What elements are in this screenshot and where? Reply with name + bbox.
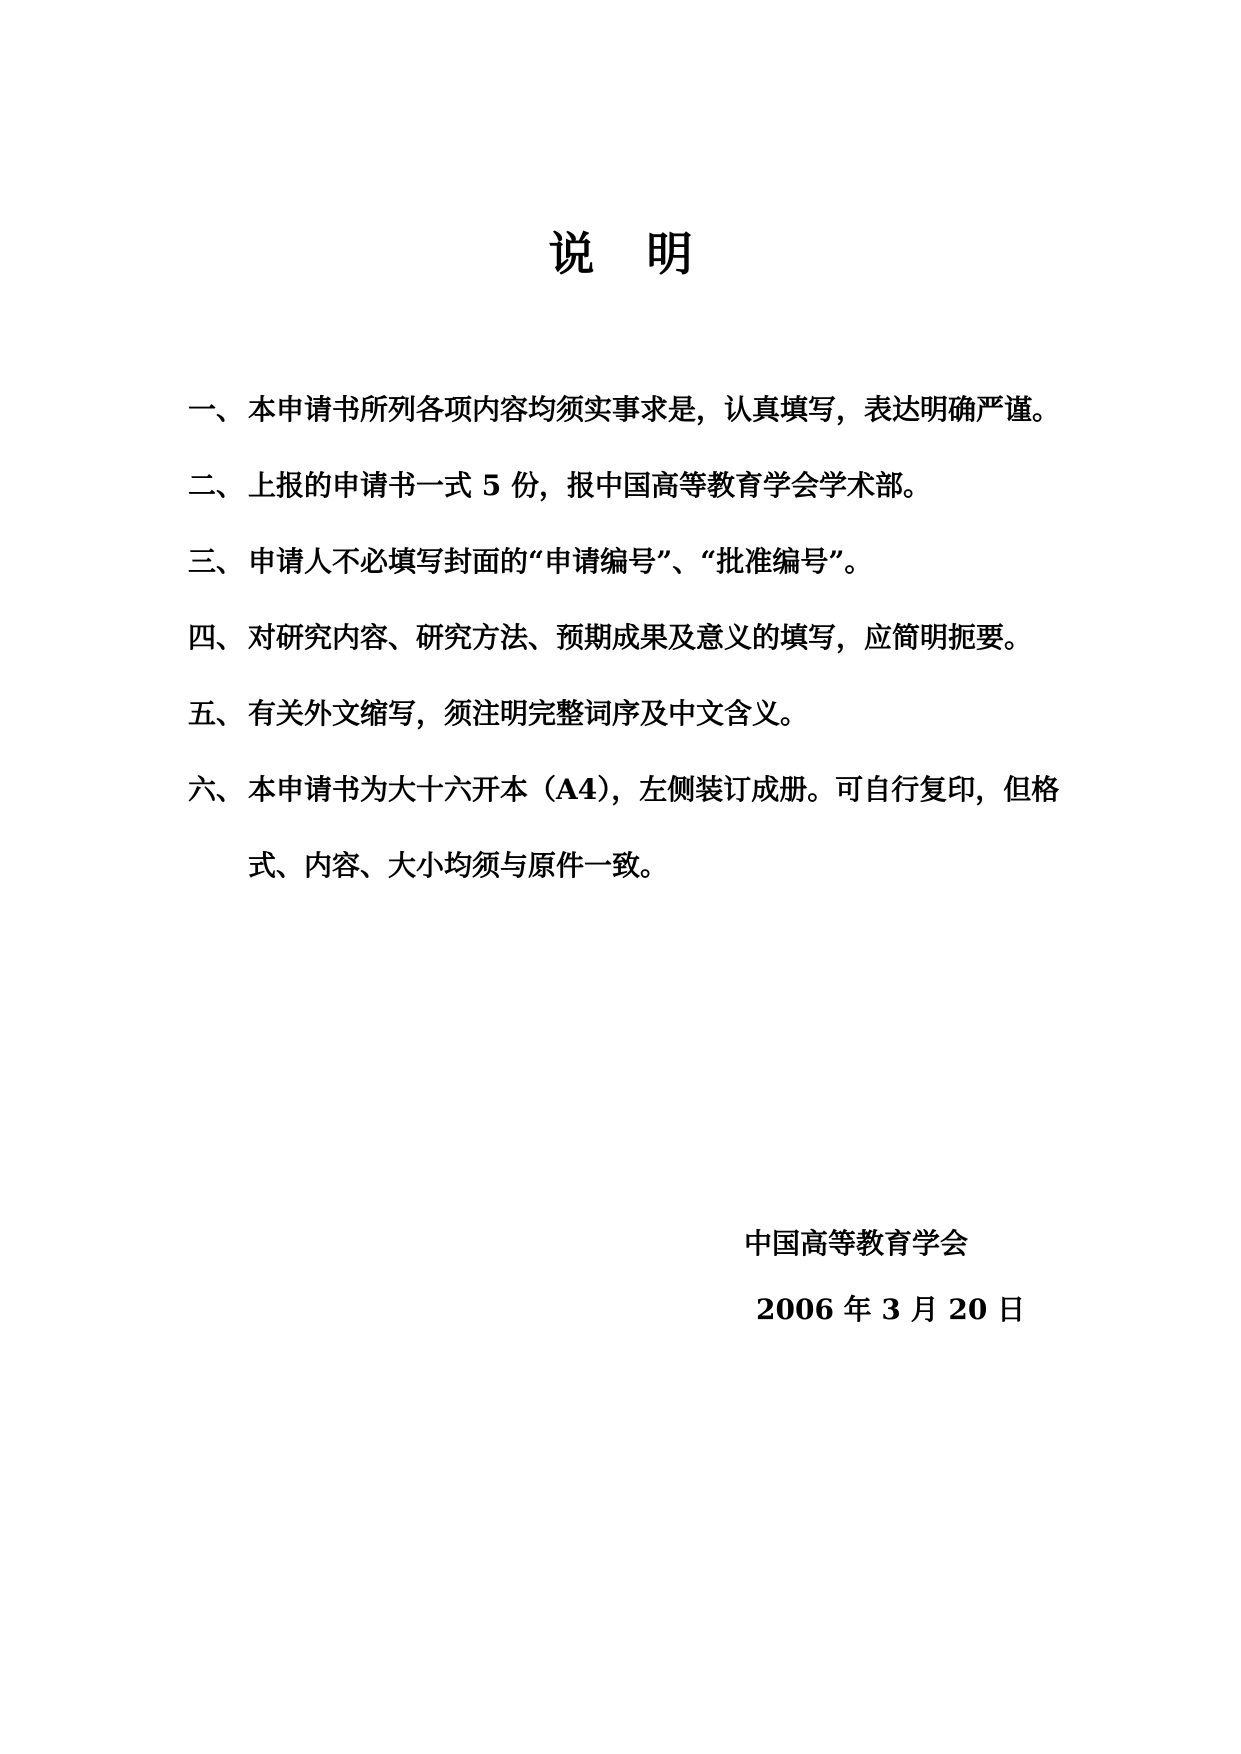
item-number: 六、 xyxy=(188,773,245,806)
item-text: 有关外文缩写，须注明完整词序及中文含义。 xyxy=(248,697,809,730)
instruction-item-3 xyxy=(188,524,1068,600)
instruction-item-4 xyxy=(188,600,1068,676)
item-text: 申请人不必填写封面的“申请编号”、“批准编号”。 xyxy=(248,545,873,578)
instruction-list xyxy=(188,372,1068,904)
signature-date: 2006 年 3 月 20 日 xyxy=(756,1293,1026,1326)
instruction-item-1 xyxy=(188,372,1068,448)
item-text: 上报的申请书一式 5 份，报中国高等教育学会学术部。 xyxy=(248,469,931,502)
title-char-2: 明 xyxy=(646,227,693,281)
title-char-1: 说 xyxy=(548,227,595,281)
signature-organization: 中国高等教育学会 xyxy=(744,1227,969,1260)
item-text: 本申请书所列各项内容均须实事求是，认真填写，表达明确严谨。 xyxy=(248,393,1061,426)
item-number: 一、 xyxy=(188,393,245,426)
instruction-item-5 xyxy=(188,676,1068,752)
item-number: 四、 xyxy=(188,621,245,654)
instruction-item-2 xyxy=(188,448,1068,524)
item-number: 二、 xyxy=(188,469,245,502)
item-number: 三、 xyxy=(188,545,245,578)
item-number: 五、 xyxy=(188,697,245,730)
instruction-item-6 xyxy=(188,752,1068,904)
page-title xyxy=(0,218,1241,284)
item-text: 对研究内容、研究方法、预期成果及意义的填写，应简明扼要。 xyxy=(248,621,1033,654)
item-text: 本申请书为大十六开本（A4），左侧装订成册。可自行复印，但格式、内容、大小均须与原件一致。 xyxy=(248,773,1060,882)
